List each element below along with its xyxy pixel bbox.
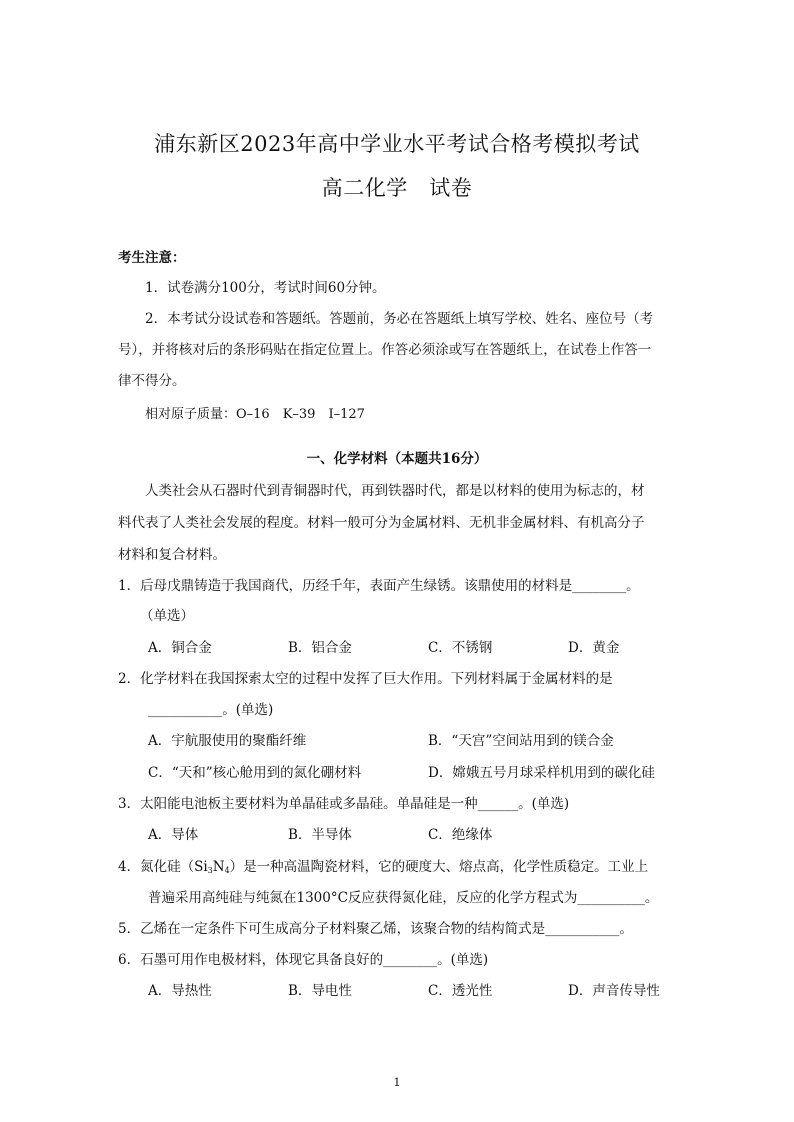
question-1-type: （单选） bbox=[140, 608, 194, 624]
atomic-mass-note: 相对原子质量：O–16 K–39 I–127 bbox=[145, 407, 365, 422]
section-intro-line-1: 人类社会从石器时代到青铜器时代，再到铁器时代，都是以材料的使用为标志的，材 bbox=[145, 483, 645, 499]
notice-heading: 考生注意： bbox=[118, 250, 186, 266]
question-1-option-c: C．不锈钢 bbox=[428, 640, 493, 656]
question-2-option-c: C．“天和”核心舱用到的氮化硼材料 bbox=[148, 765, 362, 781]
notice-item-1: 1．试卷满分100分，考试时间60分钟。 bbox=[145, 280, 386, 296]
notice-item-2-line-2: 号），并将核对后的条形码贴在指定位置上。作答必须涂或写在答题纸上，在试卷上作答一 bbox=[118, 342, 652, 358]
question-5-stem: 5．乙烯在一定条件下可生成高分子材料聚乙烯，该聚合物的结构简式是___________。 bbox=[118, 921, 633, 937]
question-2-option-d: D．嫦娥五号月球采样机用到的碳化硅 bbox=[428, 765, 655, 781]
question-6-option-c: C．透光性 bbox=[428, 983, 493, 999]
question-2-stem: 2．化学材料在我国探索太空的过程中发挥了巨大作用。下列材料属于金属材料的是 bbox=[118, 671, 613, 687]
question-2-option-a: A．宇航服使用的聚酯纤维 bbox=[148, 733, 307, 749]
exam-title: 浦东新区2023年高中学业水平考试合格考模拟考试 bbox=[154, 132, 640, 156]
question-3-option-a: A．导体 bbox=[148, 827, 199, 843]
page-number: 1 bbox=[393, 1076, 401, 1089]
subscript-3: 3 bbox=[207, 866, 213, 875]
question-3-stem: 3．太阳能电池板主要材料为单晶硅或多晶硅。单晶硅是一种______。(单选) bbox=[118, 796, 570, 812]
section-intro-line-3: 材料和复合材料。 bbox=[118, 547, 226, 563]
question-2-option-b: B．“天宫”空间站用到的镁合金 bbox=[428, 733, 614, 749]
section-heading: 一、化学材料（本题共16分） bbox=[306, 451, 488, 467]
question-1-option-b: B．铝合金 bbox=[288, 640, 352, 656]
exam-subtitle: 高二化学 试卷 bbox=[321, 176, 473, 200]
question-1-option-d: D．黄金 bbox=[568, 640, 620, 656]
question-3-option-c: C．绝缘体 bbox=[428, 827, 493, 843]
question-6-option-a: A．导热性 bbox=[148, 983, 212, 999]
section-intro-line-2: 料代表了人类社会发展的程度。材料一般可分为金属材料、无机非金属材料、有机高分子 bbox=[118, 515, 645, 531]
question-6-stem: 6．石墨可用作电极材料，体现它具备良好的________。(单选) bbox=[118, 952, 489, 968]
subscript-4: 4 bbox=[224, 866, 230, 875]
question-1-stem: 1．后母戊鼎铸造于我国商代，历经千年，表面产生绿锈。该鼎使用的材料是________。 bbox=[118, 578, 640, 594]
notice-item-2-line-1: 2．本考试分设试卷和答题纸。答题前，务必在答题纸上填写学校、姓名、座位号（考 bbox=[145, 311, 654, 327]
question-6-option-b: B．导电性 bbox=[288, 983, 352, 999]
question-4-stem-cont: 普遍采用高纯硅与纯氮在1300°C反应获得氮化硅，反应的化学方程式为__________。 bbox=[148, 890, 659, 906]
question-4-stem: 4．氮化硅$(Si_3N_4)$是一种高温陶瓷材料，它的硬度大、熔点高，化学性质稳定。工业上 bbox=[118, 859, 649, 875]
notice-item-2-line-3: 律不得分。 bbox=[118, 373, 186, 389]
question-3-option-b: B．半导体 bbox=[288, 827, 352, 843]
question-2-stem-cont: ___________。(单选) bbox=[148, 702, 274, 718]
question-6-option-d: D．声音传导性 bbox=[568, 983, 660, 999]
question-1-option-a: A．铜合金 bbox=[148, 640, 212, 656]
